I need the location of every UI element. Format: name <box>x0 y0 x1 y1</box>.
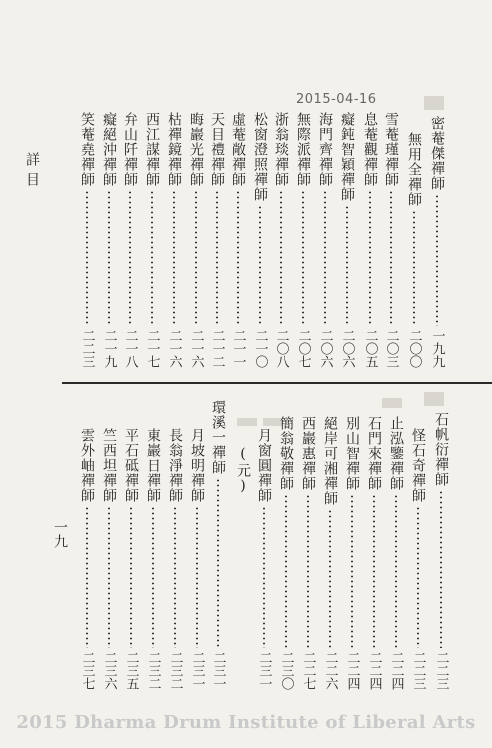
entry-page: 二二六 <box>322 651 338 690</box>
dot-leader <box>259 205 261 326</box>
entry-page: 二一八 <box>122 329 138 368</box>
toc-entry <box>163 112 185 368</box>
entry-title: 平石砥禪師 <box>123 428 139 503</box>
dot-leader <box>280 190 282 326</box>
toc-entry <box>120 428 142 690</box>
entry-page: 二〇八 <box>273 329 289 368</box>
toc-entry <box>207 400 229 690</box>
dot-leader <box>86 190 88 326</box>
entry-title: 笑菴堯禪師 <box>79 112 95 187</box>
entry-page: 二三六 <box>101 651 117 690</box>
toc-entry <box>98 112 120 368</box>
entry-page: 二一六 <box>188 329 204 368</box>
entry-title: 弁山阡禪師 <box>122 112 138 187</box>
entry-title: 簡翁敬禪師 <box>278 416 294 491</box>
entry-page: 二三一 <box>210 651 226 690</box>
entry-title: 止泓鑒禪師 <box>388 416 404 491</box>
watermark: 2015 Dharma Drum Institute of Liberal Arts <box>16 712 476 733</box>
dot-leader <box>329 509 331 648</box>
toc-entry <box>142 428 164 690</box>
entry-page: 二一九 <box>101 329 117 368</box>
toc-entry <box>98 428 120 690</box>
entry-title: 浙翁琰禪師 <box>273 112 289 187</box>
toc-entry <box>253 428 275 690</box>
entry-page: 二三〇 <box>278 651 294 690</box>
dot-leader <box>369 190 371 326</box>
toc-entry <box>363 416 385 690</box>
toc-entry <box>119 112 141 368</box>
entry-title: 天目禮禪師 <box>209 112 225 187</box>
dot-leader <box>417 506 419 648</box>
dot-leader <box>195 190 197 326</box>
toc-entry <box>249 112 271 368</box>
toc-entry <box>336 112 358 368</box>
entry-title: 無際派禪師 <box>295 112 311 187</box>
toc-entry <box>185 112 207 368</box>
entry-title: 雪菴瑾禪師 <box>383 112 399 187</box>
entry-title: 長翁淨禪師 <box>167 428 183 503</box>
toc-entry <box>141 112 163 368</box>
entry-title: 月坡明禪師 <box>189 428 205 503</box>
toc-entry <box>319 416 341 690</box>
entry-title: 環溪一禪師 <box>210 400 226 475</box>
entry-page: 二二三 <box>79 329 95 368</box>
dot-leader <box>129 190 131 326</box>
entry-page: 二一六 <box>166 329 182 368</box>
entry-title: 枯禪鏡禪師 <box>166 112 182 187</box>
entry-title: 月窗圓禪師 <box>256 428 272 503</box>
entry-page: 二一二 <box>209 329 225 368</box>
toc-entry <box>292 112 314 368</box>
dot-leader <box>390 190 392 326</box>
entry-title: 絕岸可湘禪師 <box>322 416 338 506</box>
toc-entry <box>76 428 98 690</box>
dot-leader <box>440 490 442 648</box>
toc-entry <box>186 428 208 690</box>
entry-page: 二三一 <box>256 651 272 690</box>
entry-title: 無用全禪師 <box>406 132 422 207</box>
entry-title: 雲外岫禪師 <box>79 428 95 503</box>
dot-leader <box>108 190 110 326</box>
entry-title: 海門齊禪師 <box>317 112 333 187</box>
entry-title: 癡絕沖禪師 <box>101 112 117 187</box>
dot-leader <box>346 205 348 326</box>
page-number: 一九 <box>52 520 68 548</box>
toc-entry <box>430 412 452 690</box>
entry-title: 松窗澄照禪師 <box>252 112 268 202</box>
entry-page: 二三五 <box>123 651 139 690</box>
toc-entry <box>380 112 402 368</box>
dot-leader <box>152 506 154 648</box>
entry-page: 二〇三 <box>383 329 399 368</box>
entry-title: 癡鈍智穎禪師 <box>339 112 355 202</box>
dot-leader <box>285 494 287 648</box>
entry-page: 二〇七 <box>295 329 311 368</box>
entry-page: 二〇六 <box>339 329 355 368</box>
entry-title: 竺西坦禪師 <box>101 428 117 503</box>
entry-page: 二二三 <box>433 651 449 690</box>
entry-title: 石門來禪師 <box>366 416 382 491</box>
entry-page: 二一〇 <box>252 329 268 368</box>
toc-entry <box>297 416 319 690</box>
dot-leader <box>86 506 88 648</box>
dot-leader <box>108 506 110 648</box>
entry-title: 虛菴敞禪師 <box>230 112 246 187</box>
dot-leader <box>436 194 438 326</box>
dot-leader <box>196 506 198 648</box>
entry-page: 二一一 <box>230 329 246 368</box>
entry-page: 二三七 <box>79 651 95 690</box>
entry-page: 二三二 <box>145 651 161 690</box>
toc-entry <box>359 112 381 368</box>
toc-entry <box>206 112 228 368</box>
entry-page: 二三一 <box>189 651 205 690</box>
dot-leader <box>351 494 353 648</box>
entry-title: 西江謀禪師 <box>144 112 160 187</box>
faded-mark <box>382 398 402 408</box>
faded-mark <box>424 96 444 110</box>
entry-title: 石帆衍禪師 <box>433 412 449 487</box>
toc-entry <box>407 428 429 690</box>
entry-page: 二〇〇 <box>406 329 422 368</box>
toc-entry <box>314 112 336 368</box>
toc-entry <box>341 416 363 690</box>
toc-entry <box>164 428 186 690</box>
dynasty-label: (元) <box>235 446 251 495</box>
toc-entry <box>403 132 425 368</box>
entry-title: 息菴觀禪師 <box>362 112 378 187</box>
toc-entry <box>270 112 292 368</box>
dot-leader <box>173 190 175 326</box>
entry-page: 二三二 <box>167 651 183 690</box>
entry-title: 怪石奇禪師 <box>410 428 426 503</box>
entry-page: 二二四 <box>366 651 382 690</box>
dot-leader <box>413 210 415 326</box>
dot-leader <box>324 190 326 326</box>
toc-entry <box>426 116 448 368</box>
entry-page: 二二七 <box>300 651 316 690</box>
dot-leader <box>130 506 132 648</box>
dot-leader <box>216 190 218 326</box>
entry-page: 二一七 <box>144 329 160 368</box>
entry-title: 晦巖光禪師 <box>188 112 204 187</box>
entry-page: 二二四 <box>388 651 404 690</box>
dot-leader <box>174 506 176 648</box>
entry-title: 別山智禪師 <box>344 416 360 491</box>
entry-title: 西巖惠禪師 <box>300 416 316 491</box>
entry-page: 二二四 <box>344 651 360 690</box>
running-title: 詳目 <box>24 152 40 192</box>
section-divider <box>62 382 492 384</box>
faded-mark <box>424 392 444 406</box>
entry-page: 二〇五 <box>362 329 378 368</box>
dot-leader <box>217 478 219 648</box>
dot-leader <box>373 494 375 648</box>
entry-page: 二二三 <box>410 651 426 690</box>
dot-leader <box>302 190 304 326</box>
entry-title: 東巖日禪師 <box>145 428 161 503</box>
faded-mark <box>237 418 257 426</box>
toc-entry <box>76 112 98 368</box>
dot-leader <box>263 506 265 648</box>
dot-leader <box>307 494 309 648</box>
toc-entry <box>385 416 407 690</box>
dot-leader <box>395 494 397 648</box>
dot-leader <box>237 190 239 326</box>
toc-entry <box>275 416 297 690</box>
date-stamp: 2015-04-16 <box>296 92 377 107</box>
dot-leader <box>151 190 153 326</box>
entry-page: 二〇六 <box>317 329 333 368</box>
entry-title: 密菴傑禪師 <box>429 116 445 191</box>
entry-page: 一九九 <box>429 329 445 368</box>
toc-entry <box>227 112 249 368</box>
